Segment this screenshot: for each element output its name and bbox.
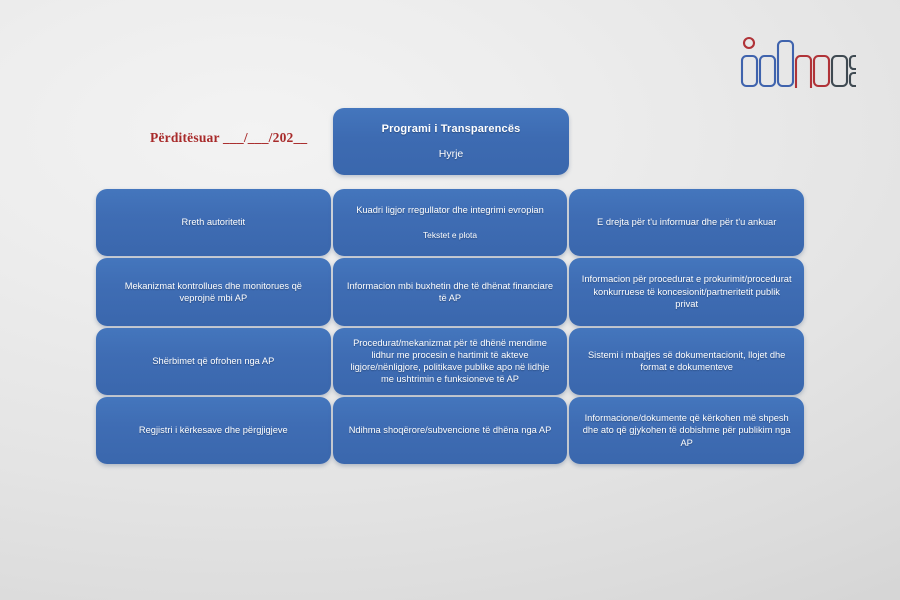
logo-square-bottom [850,73,856,86]
logo-bar-2 [760,56,775,86]
section-card-informacion-prokurimi[interactable] [569,258,804,325]
section-card-title: Ndihma shoqërore/subvencione të dhëna nga AP [348,425,552,436]
section-card-title: Informacione/dokumente që kërkohen më shpesh dhe ato që gjykohen të dobishme për publikim nga AP [582,412,791,448]
logo-bar-6 [832,56,847,86]
logo-bar-1 [742,56,757,86]
section-card-title: Mekanizmat kontrollues dhe monitorues që veprojnë mbi AP [124,280,302,303]
logo-square-top [850,56,856,69]
section-card-title: Shërbimet që ofrohen nga AP [152,355,275,366]
section-card-rreth-autoritetit[interactable] [96,189,331,256]
logo-bar-4 [796,56,811,88]
section-card-title: Kuadri ligjor rregullator dhe integrimi evropian [356,205,544,216]
idp-logo [736,30,856,88]
section-card-title: Informacion mbi buxhetin dhe të dhënat financiare të AP [346,280,554,303]
section-card-informacion-buxheti[interactable] [333,258,568,325]
section-card-mekanizmat-kontrollues[interactable] [96,258,331,325]
section-card-title: Procedurat/mekanizmat për të dhënë mendime lidhur me procesin e hartimit të akteve ligjore/nënligjore, politikave publike apo në lidhje me ushtrimin e funksioneve të AP [350,337,550,385]
section-card-grid [96,189,804,464]
section-card-title: Regjistri i kërkesave dhe përgjigjeve [138,425,288,436]
section-card-sistemi-i-mbajtjes[interactable] [569,328,804,395]
logo-bar-5 [814,56,829,86]
page-subtitle: Hyrje [438,148,464,160]
section-card-ndihma-shoqerore[interactable] [333,397,568,464]
section-card-title: E drejta për t'u informuar dhe për t'u ankuar [597,217,777,228]
section-card-sherbimet-e-ofruara[interactable] [96,328,331,395]
section-card-title: Sistemi i mbajtjes së dokumentacionit, llojet dhe format e dokumenteve [587,349,786,373]
section-card-e-drejta-per-tu-informuar[interactable] [569,189,804,256]
section-card-subtitle: Tekstet e plota [422,229,477,240]
section-card-procedurat-mendime[interactable] [333,328,568,395]
logo-bar-3 [778,41,793,86]
section-card-informacione-te-kerkuara[interactable] [569,397,804,464]
section-card-kuadri-ligjor[interactable] [333,189,568,256]
section-card-title: Rreth autoritetit [181,217,246,228]
updated-date-note: Përditësuar ___/___/202__ [150,130,308,145]
section-card-title: Informacion për procedurat e prokurimit/procedurat konkurruese të koncesionit/partneritetit publik privat [581,274,792,309]
title-card[interactable] [333,108,569,175]
logo-dot-icon [744,38,754,48]
section-card-regjistri-kerkesave[interactable] [96,397,331,464]
page-title: Programi i Transparencës [381,123,521,135]
